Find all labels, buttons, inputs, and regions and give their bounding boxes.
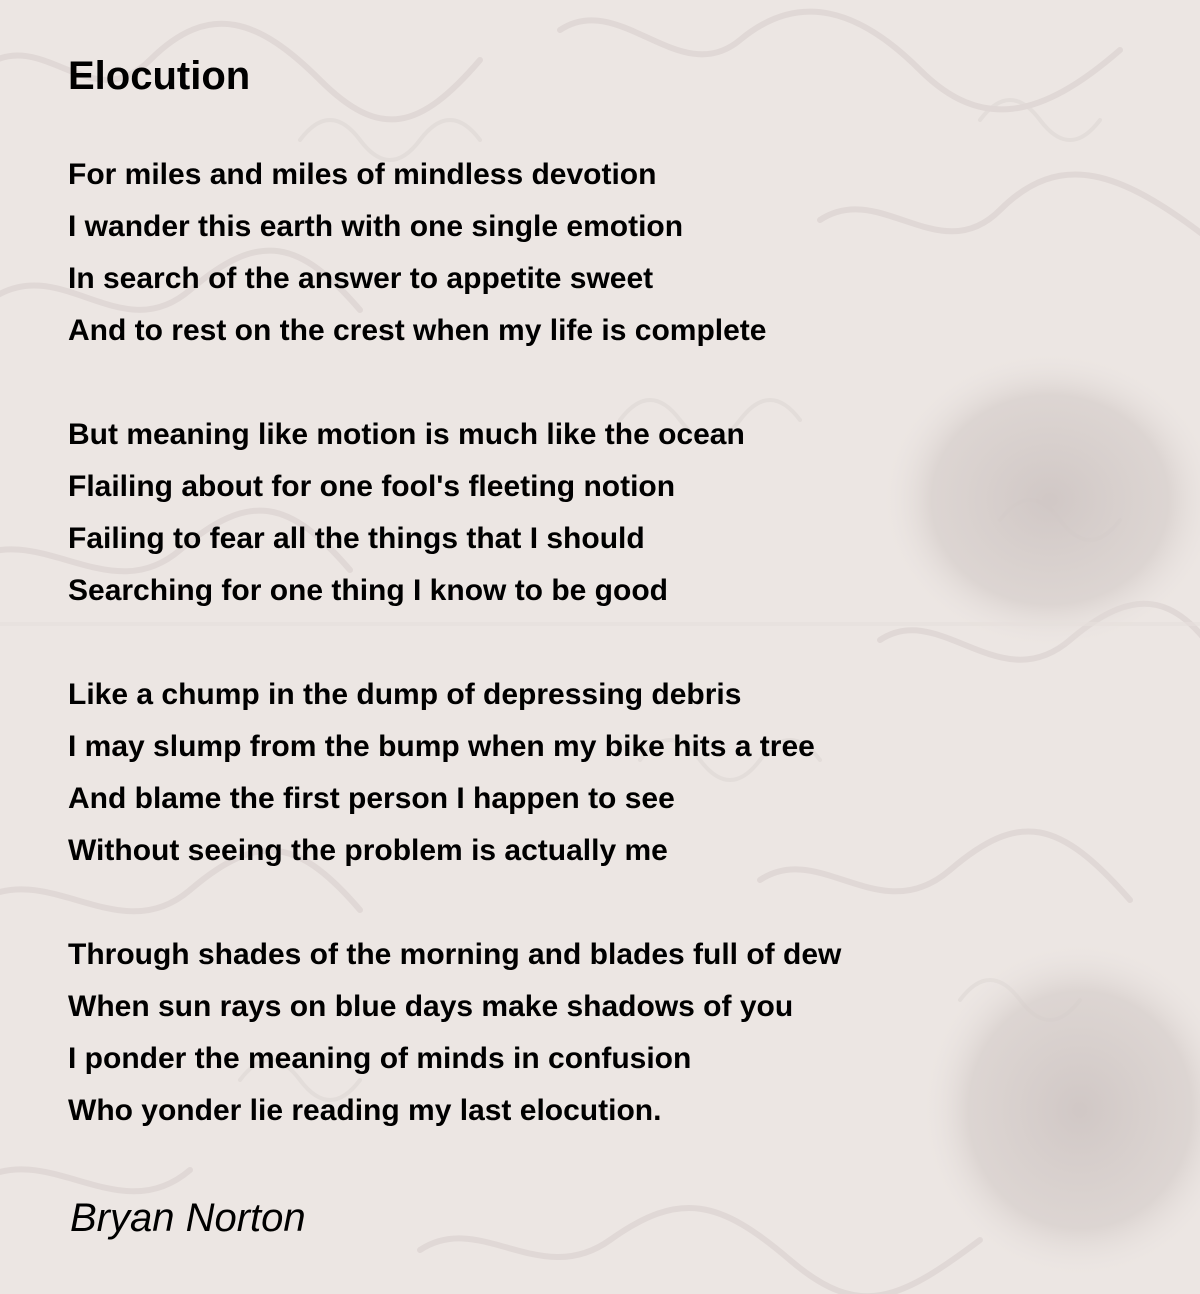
stanza-4	[68, 929, 841, 1137]
poem-line: Through shades of the morning and blades full of dew	[68, 938, 842, 971]
poem-line: And to rest on the crest when my life is complete	[68, 314, 767, 347]
poem-title: Elocution	[68, 54, 251, 98]
poem-line: Without seeing the problem is actually me	[68, 834, 668, 867]
poem-line: And blame the first person I happen to see	[68, 782, 675, 815]
poem-line: But meaning like motion is much like the ocean	[68, 418, 745, 451]
poem-line: Searching for one thing I know to be good	[68, 574, 668, 607]
poem-line: I may slump from the bump when my bike hits a tree	[68, 730, 815, 763]
poem-line: In search of the answer to appetite sweet	[68, 262, 654, 295]
poem-line: When sun rays on blue days make shadows of you	[68, 990, 794, 1023]
poem-line: For miles and miles of mindless devotion	[68, 158, 657, 191]
stanza-1	[68, 149, 766, 357]
poem-line: Like a chump in the dump of depressing debris	[68, 678, 742, 711]
poem-line: Failing to fear all the things that I should	[68, 522, 645, 555]
stanza-2	[68, 409, 745, 617]
poem-line: I wander this earth with one single emotion	[68, 210, 684, 243]
poem-line: I ponder the meaning of minds in confusion	[68, 1042, 692, 1075]
poem-author: Bryan Norton	[70, 1196, 306, 1240]
poem-line: Who yonder lie reading my last elocution.	[68, 1094, 662, 1127]
stanza-3	[68, 669, 815, 877]
poem-line: Flailing about for one fool's fleeting notion	[68, 470, 676, 503]
